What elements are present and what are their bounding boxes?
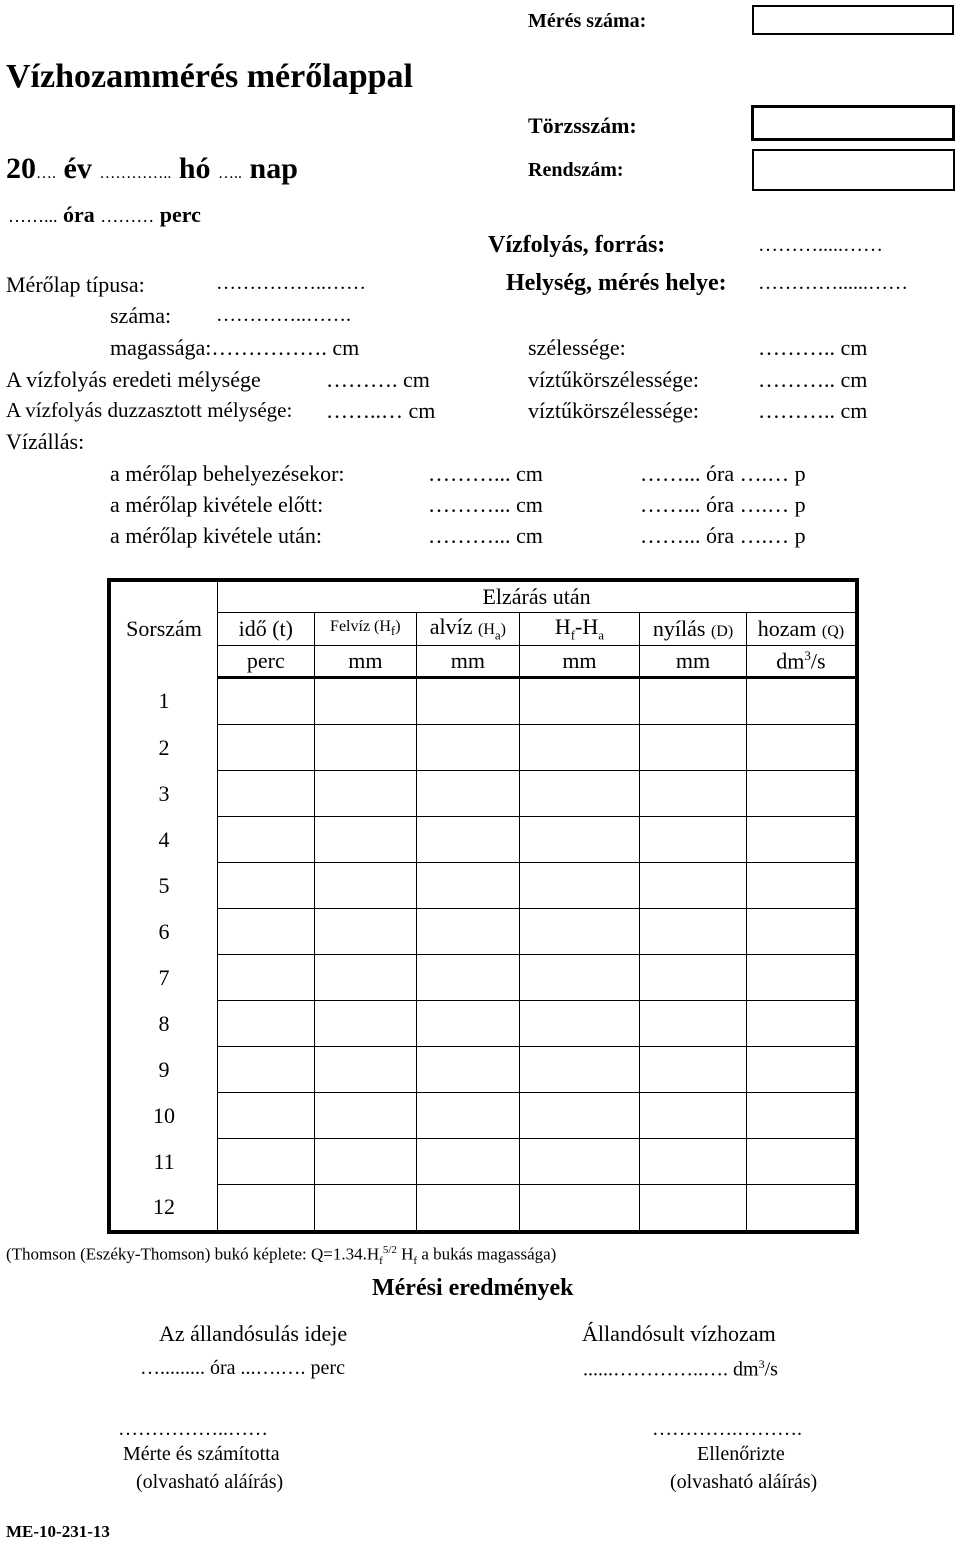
vizallas-row-3-cm[interactable]: ………... cm <box>428 523 543 548</box>
formula-text-b: H <box>396 1244 414 1264</box>
helyseg-label: Helység, mérés helye: <box>506 270 727 296</box>
table-cell[interactable] <box>314 725 417 771</box>
table-cell[interactable] <box>640 817 747 863</box>
magassaga-text: magassága: <box>110 335 212 360</box>
table-cell[interactable] <box>519 1139 640 1185</box>
eredeti-melyseg-label: A vízfolyás eredeti mélysége <box>6 367 261 392</box>
table-row <box>109 1001 857 1047</box>
szelessege-label: szélessége: <box>528 335 626 360</box>
table-cell[interactable] <box>314 909 417 955</box>
allandosult-vizhozam-value[interactable] <box>583 1357 778 1382</box>
table-cell[interactable] <box>218 817 315 863</box>
col-alviz-header <box>417 613 520 646</box>
col-hozam-name: hozam <box>757 616 817 641</box>
day-dots: ….. <box>218 165 243 182</box>
col-nyilas-name: nyílás <box>652 616 706 641</box>
table-row <box>109 955 857 1001</box>
table-cell[interactable] <box>218 1139 315 1185</box>
col-ido-header <box>218 613 315 646</box>
col-ido-unit: perc <box>218 646 315 678</box>
sorszam-header-bottom <box>109 646 218 678</box>
ev-label: év <box>63 152 92 185</box>
table-cell[interactable] <box>746 1185 857 1233</box>
date-line <box>6 152 298 186</box>
vizallas-row-2-time[interactable]: ……... óra ….… p <box>640 492 806 517</box>
row-number: 11 <box>109 1139 218 1185</box>
table-cell[interactable] <box>640 1139 747 1185</box>
table-cell[interactable] <box>218 863 315 909</box>
table-body <box>109 678 857 1233</box>
col-hozam-sym: (Q) <box>821 623 845 640</box>
duzzasztott-vizturkor-label: víztűkörszélessége: <box>528 398 700 423</box>
col-hf-ha-sub2: a <box>598 627 605 643</box>
merte-label: Mérte és számította <box>123 1443 280 1465</box>
sorszam-header: Sorszám <box>109 613 218 646</box>
table-cell[interactable] <box>640 725 747 771</box>
ho-label: hó <box>178 152 211 185</box>
table-row <box>109 817 857 863</box>
table-cell[interactable] <box>314 1139 417 1185</box>
vizfolyas-value[interactable]: ……….....…… <box>758 234 883 256</box>
ellenorizte-sub: (olvasható aláírás) <box>670 1471 818 1493</box>
table-cell[interactable] <box>218 725 315 771</box>
table-row <box>109 1139 857 1185</box>
magassaga-label <box>110 335 359 361</box>
duzzasztott-vizturkor-value[interactable]: ……….. cm <box>758 398 868 423</box>
table-cell[interactable] <box>640 771 747 817</box>
table-row <box>109 771 857 817</box>
table-cell[interactable] <box>314 1185 417 1233</box>
duzzasztott-melyseg-label: A vízfolyás duzzasztott mélysége: <box>6 398 293 422</box>
col-alviz-unit: mm <box>417 646 520 678</box>
merte-sub: (olvasható aláírás) <box>136 1471 284 1493</box>
row-number: 5 <box>109 863 218 909</box>
col-alviz-name: alvíz <box>429 614 473 640</box>
vizhozam-value-tail: /s <box>764 1358 778 1381</box>
col-hozam-header <box>746 613 857 646</box>
table-row <box>109 678 857 725</box>
col-nyilas-unit: mm <box>640 646 747 678</box>
row-number: 7 <box>109 955 218 1001</box>
year-prefix: 20 <box>6 152 36 185</box>
nap-label: nap <box>249 152 298 185</box>
meres-szama-label: Mérés száma: <box>528 10 647 32</box>
table-cell[interactable] <box>417 863 520 909</box>
time-line <box>8 202 201 228</box>
table-cell[interactable] <box>519 771 640 817</box>
torzsszam-label: Törzsszám: <box>528 113 637 138</box>
col-felviz-close: ) <box>395 618 401 636</box>
szama-label: száma: <box>110 303 172 328</box>
table-cell[interactable] <box>746 955 857 1001</box>
col-hf-ha-header <box>519 613 640 646</box>
elzaras-utan-header: Elzárás után <box>218 580 857 613</box>
table-cell[interactable] <box>314 771 417 817</box>
perc-label: perc <box>159 202 201 227</box>
row-number: 6 <box>109 909 218 955</box>
table-cell[interactable] <box>417 771 520 817</box>
table-cell[interactable] <box>218 1047 315 1093</box>
table-cell[interactable] <box>640 1047 747 1093</box>
table-cell[interactable] <box>417 817 520 863</box>
formula-sub: f <box>379 1255 383 1268</box>
table-cell[interactable] <box>314 1001 417 1047</box>
vizhozam-value-sup: 3 <box>758 1357 765 1371</box>
vizallas-row-1-time[interactable]: ……... óra ….… p <box>640 461 806 486</box>
table-cell[interactable] <box>314 1047 417 1093</box>
allandosult-vizhozam-label: Állandósult vízhozam <box>582 1321 776 1346</box>
formula-text-c: a bukás magassága) <box>417 1244 557 1264</box>
table-cell[interactable] <box>746 1001 857 1047</box>
results-title: Mérési eredmények <box>372 1275 574 1301</box>
table-cell[interactable] <box>640 955 747 1001</box>
formula-sup: 5/2 <box>382 1244 397 1256</box>
vizhozam-value-base: ......…………..…. dm <box>583 1358 759 1381</box>
table-cell[interactable] <box>417 1001 520 1047</box>
table-cell[interactable] <box>746 1093 857 1139</box>
col-hozam-unit <box>746 646 857 678</box>
meroplap-tipusa-label: Mérőlap típusa: <box>6 272 145 297</box>
table-cell[interactable] <box>519 909 640 955</box>
table-cell[interactable] <box>314 1093 417 1139</box>
table-cell[interactable] <box>640 909 747 955</box>
month-dots: ………….. <box>99 165 172 182</box>
vizallas-row-3-time[interactable]: ……... óra ….… p <box>640 523 806 548</box>
col-hf-ha-mid: -H <box>575 614 599 640</box>
col-felviz-sub: f <box>390 623 396 639</box>
table-cell[interactable] <box>746 1139 857 1185</box>
col-nyilas-sym: (D) <box>710 623 734 640</box>
table-cell[interactable] <box>640 678 747 725</box>
duzzasztott-melyseg-value[interactable]: ……..… cm <box>326 398 436 423</box>
table-cell[interactable] <box>218 771 315 817</box>
row-number: 12 <box>109 1185 218 1233</box>
vizallas-row-1-label: a mérőlap behelyezésekor: <box>110 461 345 486</box>
vizfolyas-label: Vízfolyás, forrás: <box>488 232 666 258</box>
vizallas-row-2-cm[interactable]: ………... cm <box>428 492 543 517</box>
vizallas-row-1-cm[interactable]: ………... cm <box>428 461 543 486</box>
table-cell[interactable] <box>314 678 417 725</box>
table-cell[interactable] <box>746 771 857 817</box>
table-cell[interactable] <box>417 725 520 771</box>
table-cell[interactable] <box>417 1185 520 1233</box>
col-alviz-sym: (H <box>477 621 495 639</box>
eredeti-vizturkor-label: víztűkörszélessége: <box>528 367 700 392</box>
form-code: ME-10-231-13 <box>6 1522 110 1541</box>
table-cell[interactable] <box>746 817 857 863</box>
magassaga-value[interactable]: ……………. cm <box>211 335 360 360</box>
table-cell[interactable] <box>218 955 315 1001</box>
row-number: 3 <box>109 771 218 817</box>
table-row <box>109 909 857 955</box>
vizallas-row-2-label: a mérőlap kivétele előtt: <box>110 492 324 517</box>
row-number: 4 <box>109 817 218 863</box>
vizallas-label: Vízállás: <box>6 429 85 454</box>
table-cell[interactable] <box>417 1047 520 1093</box>
col-hozam-unit-tail: /s <box>810 648 826 674</box>
left-signature-line[interactable]: ……………..…… <box>118 1418 268 1440</box>
rendszam-field[interactable] <box>752 149 955 191</box>
hour-dots: ……... <box>8 206 58 226</box>
szelessege-value[interactable]: ……….. cm <box>758 335 868 360</box>
table-cell[interactable] <box>417 1093 520 1139</box>
col-hf-ha-name: H <box>554 614 571 640</box>
table-cell[interactable] <box>519 1093 640 1139</box>
formula-text-a: (Thomson (Eszéky-Thomson) bukó képlete: Q=1.34.H <box>6 1244 380 1264</box>
sorszam-header-top <box>109 580 218 613</box>
measurement-table <box>107 578 859 1234</box>
right-signature-line[interactable]: ………….………. <box>652 1418 802 1440</box>
table-cell[interactable] <box>314 863 417 909</box>
meroplap-tipusa-value[interactable]: ……………..…… <box>216 272 366 294</box>
col-alviz-close: ) <box>500 621 506 639</box>
table-cell[interactable] <box>417 1139 520 1185</box>
table-cell[interactable] <box>519 955 640 1001</box>
thomson-formula <box>6 1244 556 1267</box>
ora-label: óra <box>63 202 95 227</box>
row-number: 10 <box>109 1093 218 1139</box>
table-cell[interactable] <box>519 1001 640 1047</box>
allandosulas-ideje-label: Az állandósulás ideje <box>159 1321 348 1346</box>
col-hf-ha-unit: mm <box>519 646 640 678</box>
row-number: 9 <box>109 1047 218 1093</box>
table-row <box>109 863 857 909</box>
table-row <box>109 725 857 771</box>
table-cell[interactable] <box>218 909 315 955</box>
table-cell[interactable] <box>746 863 857 909</box>
table-cell[interactable] <box>218 1185 315 1233</box>
page-title: Vízhozammérés mérőlappal <box>6 58 413 95</box>
row-number: 1 <box>109 678 218 725</box>
table-cell[interactable] <box>519 863 640 909</box>
szama-value[interactable]: …………..……. <box>216 304 351 326</box>
col-hozam-unit-base: dm <box>776 648 805 674</box>
row-number: 2 <box>109 725 218 771</box>
table-cell[interactable] <box>519 725 640 771</box>
table-cell[interactable] <box>417 678 520 725</box>
table-cell[interactable] <box>417 909 520 955</box>
col-hf-ha-sub1: f <box>570 627 576 643</box>
table-cell[interactable] <box>519 817 640 863</box>
helyseg-value[interactable]: …………......…… <box>758 272 908 294</box>
vizallas-row-3-label: a mérőlap kivétele után: <box>110 523 322 548</box>
table-cell[interactable] <box>746 1047 857 1093</box>
table-row <box>109 1093 857 1139</box>
table-cell[interactable] <box>519 678 640 725</box>
table-cell[interactable] <box>314 817 417 863</box>
col-ido-name: idő <box>238 616 267 641</box>
table-cell[interactable] <box>519 1047 640 1093</box>
table-cell[interactable] <box>417 955 520 1001</box>
col-nyilas-header <box>640 613 747 646</box>
col-felviz-unit: mm <box>314 646 417 678</box>
table-cell[interactable] <box>218 678 315 725</box>
allandosulas-ideje-value[interactable]: …......... óra ...….…. perc <box>140 1357 345 1379</box>
table-row <box>109 1047 857 1093</box>
col-hozam-unit-sup: 3 <box>804 647 811 663</box>
eredeti-melyseg-value[interactable]: ………. cm <box>326 367 430 392</box>
eredeti-vizturkor-value[interactable]: ……….. cm <box>758 367 868 392</box>
table-cell[interactable] <box>640 863 747 909</box>
col-ido-sym: (t) <box>272 616 293 641</box>
table-cell[interactable] <box>640 1093 747 1139</box>
table-cell[interactable] <box>746 725 857 771</box>
rendszam-label: Rendszám: <box>528 159 624 181</box>
table-cell[interactable] <box>218 1093 315 1139</box>
col-felviz-name: Felvíz (H <box>330 618 391 636</box>
row-number: 8 <box>109 1001 218 1047</box>
year-dots: …. <box>36 165 56 182</box>
formula-sub2: f <box>413 1255 418 1268</box>
table-row <box>109 1185 857 1233</box>
table-cell[interactable] <box>746 909 857 955</box>
table-cell[interactable] <box>519 1185 640 1233</box>
table-cell[interactable] <box>314 955 417 1001</box>
table-cell[interactable] <box>640 1185 747 1233</box>
table-cell[interactable] <box>746 678 857 725</box>
col-felviz-header <box>314 613 417 646</box>
torzsszam-field[interactable] <box>751 105 955 141</box>
ellenorizte-label: Ellenőrizte <box>697 1443 785 1465</box>
table-cell[interactable] <box>640 1001 747 1047</box>
table-cell[interactable] <box>218 1001 315 1047</box>
min-dots: ……… <box>100 206 155 226</box>
col-alviz-sub: a <box>494 627 501 643</box>
meres-szama-field[interactable] <box>752 5 954 35</box>
